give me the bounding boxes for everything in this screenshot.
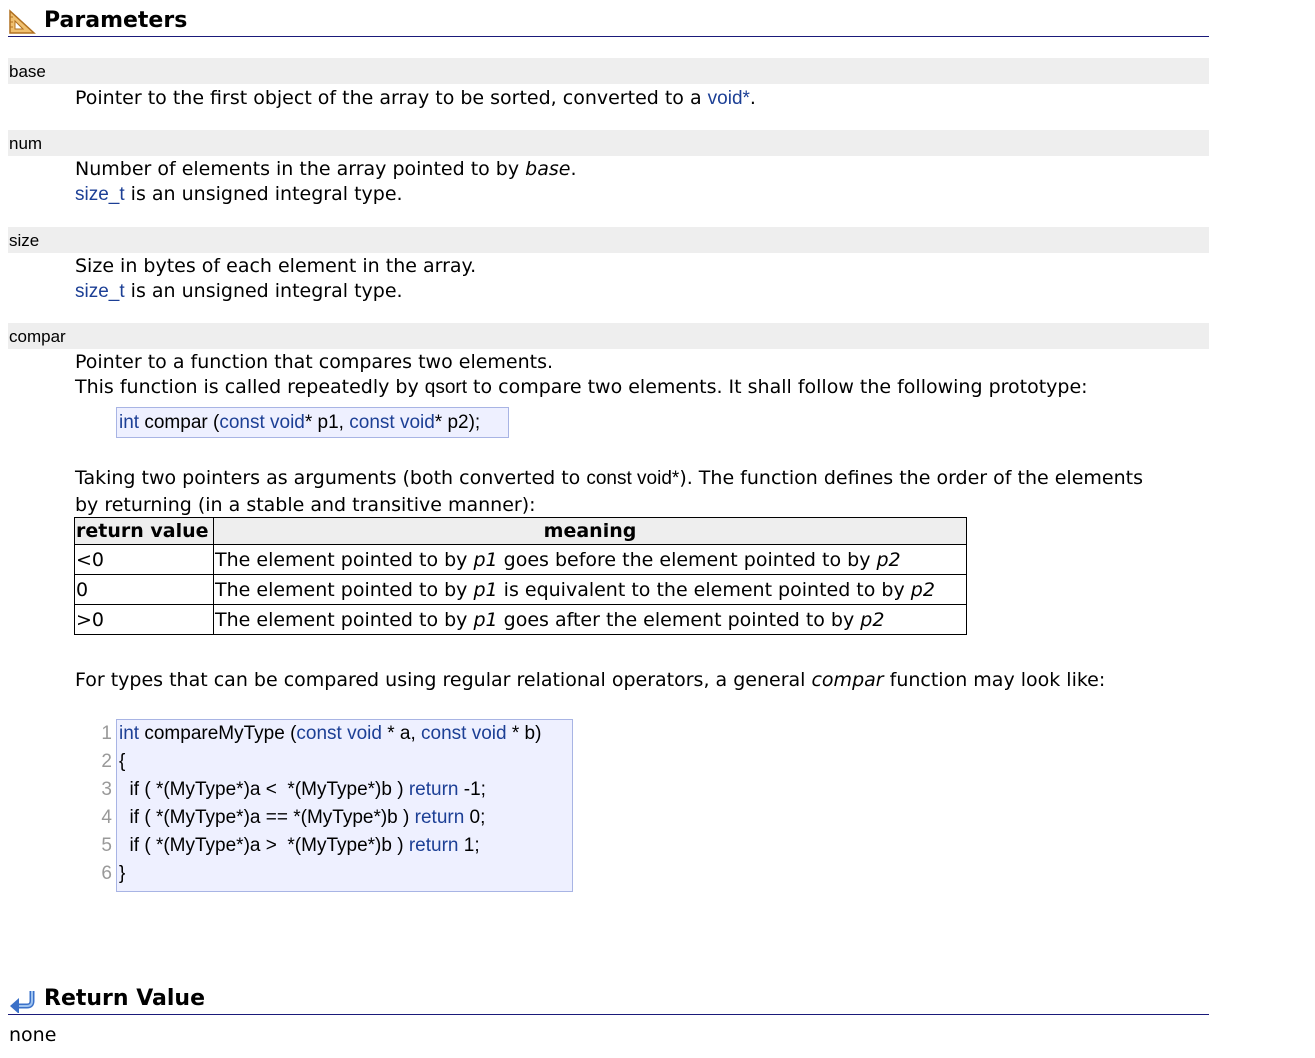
param-desc-compar: Pointer to a function that compares two elements.: [75, 351, 554, 373]
table-header: meaning: [214, 518, 967, 545]
taking-text: Taking two pointers as arguments (both converted to const void*). The function defines the order of the elements: [75, 467, 1143, 489]
parameters-title: Parameters: [44, 8, 188, 33]
line-number: 3: [101, 779, 112, 800]
table-row: [75, 545, 967, 575]
ruler-triangle-icon: [8, 9, 36, 35]
line-number: 4: [101, 807, 112, 828]
line-number: 5: [101, 835, 112, 856]
line-number: 1: [101, 723, 112, 744]
return-value-text: none: [9, 1024, 57, 1046]
code-line: if ( *(MyType*)a < *(MyType*)b ) return -1;: [119, 779, 486, 800]
taking-text-2: by returning (in a stable and transitive manner):: [75, 494, 536, 516]
return-arrow-icon: [8, 987, 36, 1013]
param-desc-size-2: size_t is an unsigned integral type.: [75, 280, 403, 302]
return-value-heading: [8, 984, 1209, 1015]
prototype-code: int compar (const void* p1, const void* p2);: [116, 407, 509, 438]
link-size-t[interactable]: size_t: [75, 184, 125, 205]
table-cell: The element pointed to by p1 is equivalent to the element pointed to by p2: [214, 575, 967, 605]
param-name-base: base: [8, 58, 1209, 84]
parameters-heading: [8, 6, 1209, 37]
param-desc-num-2: size_t is an unsigned integral type.: [75, 183, 403, 205]
code-line: int compareMyType (const void * a, const void * b): [119, 723, 542, 744]
param-name-num: num: [8, 130, 1209, 156]
return-value-title: Return Value: [44, 986, 206, 1011]
param-name-size: size: [8, 227, 1209, 253]
param-desc-compar-2: This function is called repeatedly by qsort to compare two elements. It shall follow the following prototype:: [75, 376, 1088, 398]
code-line: }: [119, 863, 126, 884]
link-void-ptr[interactable]: void*: [707, 88, 750, 109]
param-name-compar: compar: [8, 323, 1209, 349]
code-line: {: [119, 751, 126, 772]
table-cell: <0: [75, 545, 214, 575]
table-cell: The element pointed to by p1 goes before the element pointed to by p2: [214, 545, 967, 575]
general-text: For types that can be compared using regular relational operators, a general compar function may look like:: [75, 669, 1106, 691]
code-line: if ( *(MyType*)a == *(MyType*)b ) return 0;: [119, 807, 486, 828]
table-cell: The element pointed to by p1 goes after the element pointed to by p2: [214, 605, 967, 635]
table-header: return value: [75, 518, 214, 545]
table-cell: >0: [75, 605, 214, 635]
param-desc-size: Size in bytes of each element in the array.: [75, 255, 477, 277]
table-row: [75, 575, 967, 605]
line-number: 2: [101, 751, 112, 772]
link-size-t-2[interactable]: size_t: [75, 281, 125, 302]
code-line: if ( *(MyType*)a > *(MyType*)b ) return 1;: [119, 835, 480, 856]
param-desc-base: Pointer to the first object of the array to be sorted, converted to a void*.: [75, 87, 756, 109]
return-value-table: [74, 517, 967, 635]
table-header-row: [75, 518, 967, 545]
param-desc-num: Number of elements in the array pointed to by base.: [75, 158, 577, 180]
table-cell: 0: [75, 575, 214, 605]
table-row: [75, 605, 967, 635]
line-number: 6: [101, 863, 112, 884]
